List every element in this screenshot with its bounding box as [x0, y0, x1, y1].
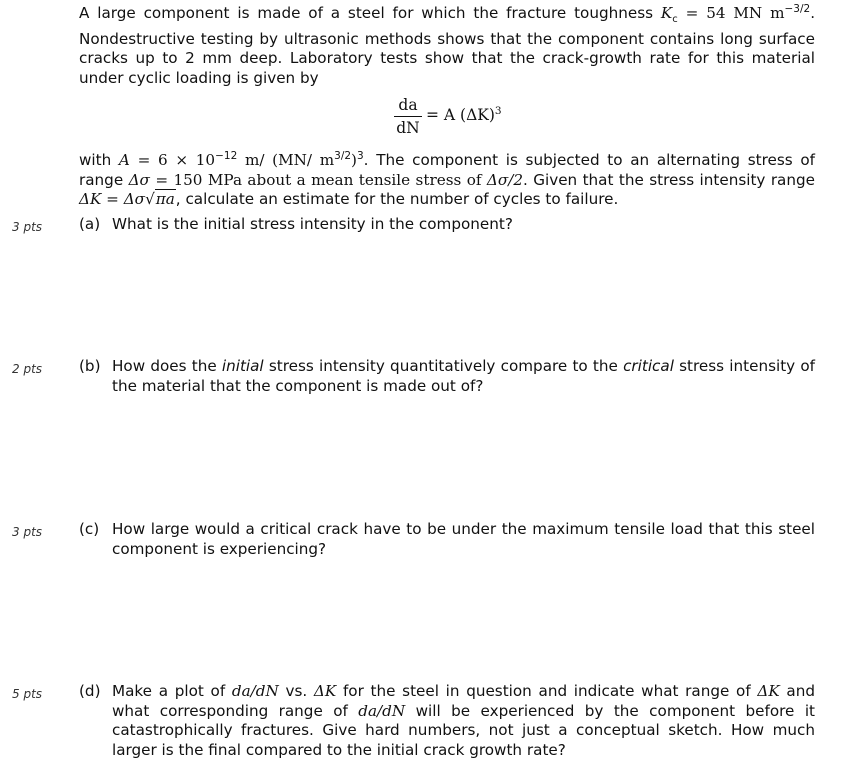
A-units-exponent: 3/2: [334, 150, 352, 162]
with-text: with: [79, 151, 119, 169]
A-units-close: ): [351, 151, 357, 169]
dadn-symbol-1: da/dN: [231, 682, 279, 700]
points-a: 3 pts: [12, 220, 43, 234]
question-label-d: (d): [79, 682, 101, 700]
delta-k-symbol-d1: ΔK: [313, 682, 337, 700]
A-exponent: −12: [215, 150, 238, 162]
A-symbol: A: [118, 151, 130, 169]
intro-text: A large component is made of a steel for which the fracture toughness: [79, 4, 661, 22]
question-text-a: What is the initial stress intensity in the component?: [112, 215, 513, 233]
delta-sigma-symbol: Δσ: [128, 170, 150, 189]
conditions-text-3: . Given that the stress intensity range: [523, 170, 815, 189]
equation-numerator: da: [398, 96, 418, 114]
equals-sign: =: [101, 190, 124, 209]
question-d-part-2: vs.: [278, 682, 314, 700]
kc-symbol: K: [660, 4, 673, 22]
problem-intro: [79, 4, 815, 88]
question-a: [79, 215, 815, 235]
question-b-part-3: stress intensity of the material that the component is made out of?: [112, 357, 815, 395]
equation-denominator: dN: [396, 119, 420, 137]
points-d: 5 pts: [12, 687, 43, 701]
question-text-c: How large would a critical crack have to be under the maximum tensile load that this steel component is experiencing?: [112, 520, 815, 558]
conditions-text-1: . The component is subjected to an alternating stress of range: [79, 151, 815, 189]
points-b: 2 pts: [12, 362, 43, 376]
delta-k-symbol-d2: ΔK: [757, 682, 780, 700]
equation-rhs: [426, 106, 502, 124]
question-label-a: (a): [79, 215, 101, 233]
fraction-bar: [394, 116, 422, 117]
question-b-emph-initial: initial: [221, 357, 264, 375]
delta-sigma-symbol-2: Δσ: [123, 190, 146, 209]
equation-rhs-exponent: 3: [494, 105, 502, 117]
sqrt-argument: πa: [155, 190, 175, 209]
question-b-emph-critical: critical: [623, 357, 674, 375]
delta-k-symbol: ΔK: [79, 190, 102, 209]
intro-text-cont: . Nondestructive testing by ultrasonic methods shows that the component contains long surface cracks up to 2 mm deep. Laboratory tests show that the crack-growth rate for this material under cyclic loading is given by: [79, 4, 816, 87]
dadn-symbol-2: da/dN: [358, 701, 406, 720]
question-d-part-3: for the steel in question and indicate what range of: [336, 682, 758, 700]
kc-exponent: −3/2: [784, 3, 811, 15]
A-units: m/ (MN/ m: [237, 151, 335, 169]
conditions-text-2: = 150 MPa about a mean tensile stress of: [149, 170, 487, 189]
kc-value: = 54 MN m: [677, 4, 785, 22]
kc-subscript: c: [672, 14, 678, 26]
conditions-text-5: , calculate an estimate for the number of cycles to failure.: [175, 190, 619, 209]
question-text-d: [112, 682, 815, 760]
question-d-part-4: and what corresponding range of: [112, 682, 815, 720]
question-b-part-2: stress intensity quantitatively compare to the: [263, 357, 624, 375]
question-c: [79, 520, 815, 559]
question-b-part-1: How does the: [112, 357, 222, 375]
question-label-c: (c): [79, 520, 100, 538]
A-value: = 6 × 10: [129, 151, 216, 169]
half-delta-sigma: Δσ/2: [486, 170, 523, 189]
points-c: 3 pts: [12, 525, 43, 539]
equation-rhs-text: = A (ΔK): [426, 106, 495, 124]
question-label-b: (b): [79, 357, 101, 375]
problem-conditions: [79, 151, 815, 210]
equation-fraction: [394, 96, 422, 137]
question-d-part-1: Make a plot of: [112, 682, 232, 700]
question-text-b: [112, 357, 815, 396]
question-d-part-5: will be experienced by the component before it catastrophically fractures. Give hard numbers, not just a conceptual sketch. How much larger is the final compared to the initial crack growth rate?: [112, 701, 815, 759]
question-b: [79, 357, 815, 396]
sqrt-icon: √: [145, 190, 155, 209]
question-d: [79, 682, 815, 760]
A-outer-exponent: 3: [356, 150, 364, 162]
